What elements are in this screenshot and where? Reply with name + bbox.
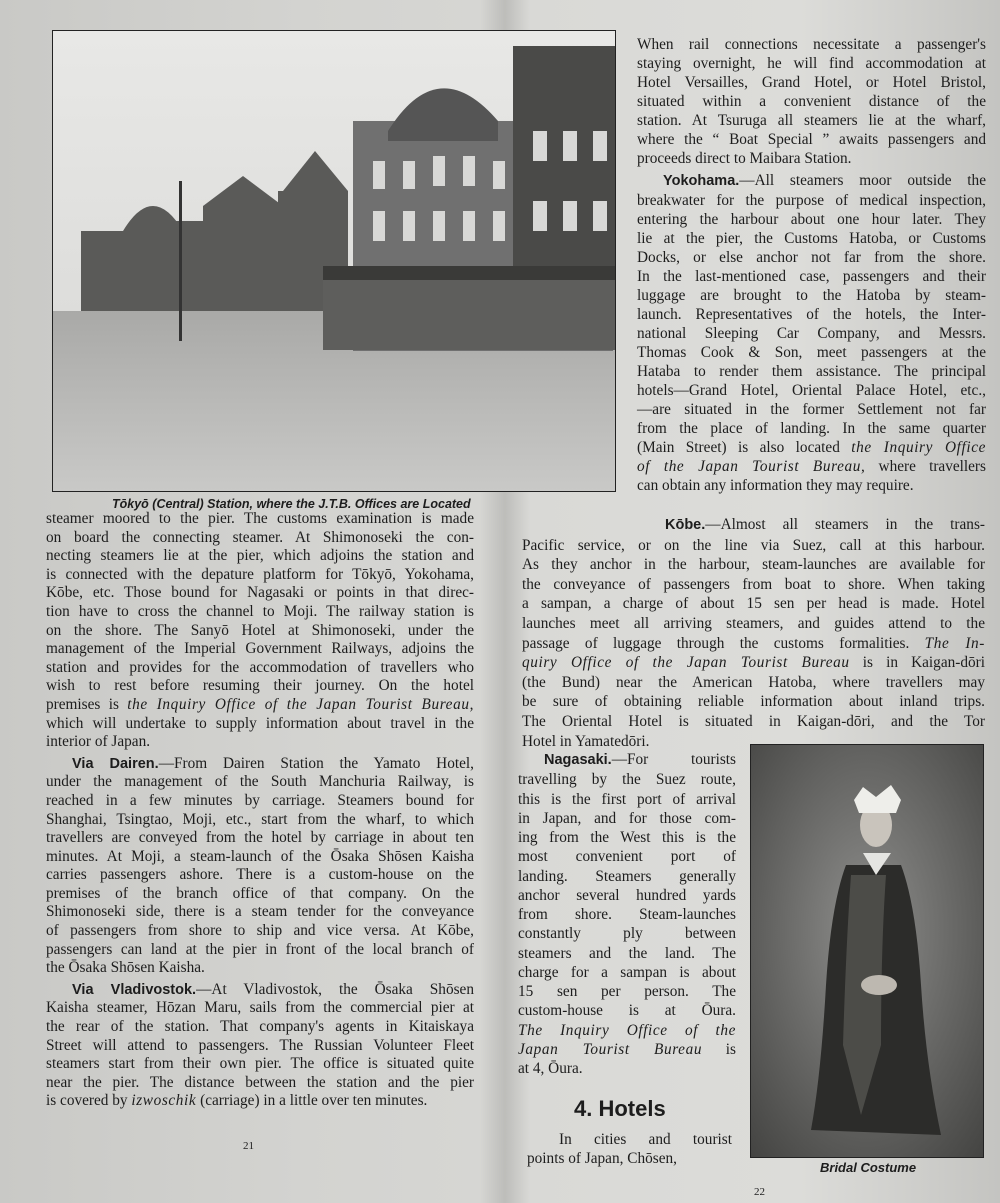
text-line: from shore. Steam-launches: [518, 906, 736, 923]
text-line: Shanghai, Tsingtao, Moji, etc., start from the wharf, to which: [46, 810, 474, 828]
italic-text: The Inquiry Office of the: [518, 1021, 736, 1039]
text-segment: (Main Street) is also located: [637, 439, 852, 456]
text-line: Hotel in Yamatedōri.: [522, 732, 650, 750]
text-line: [46, 696, 474, 715]
text-line: [518, 1021, 736, 1040]
run-in-heading: Via Dairen.: [72, 755, 159, 772]
text-line: Docks, or else anchor not far from the shore.: [637, 249, 986, 266]
text-line: the conveyance of passengers from boat to shore. When taking: [522, 575, 985, 593]
text-line: premises of the branch office of that company. On the: [46, 884, 474, 902]
text-line: management of the Imperial Government Railways, adjoins the: [46, 640, 474, 658]
text-line: charge for a sampan is about: [518, 963, 736, 981]
italic-text: of the Japan Tourist Bureau,: [637, 458, 866, 475]
text-line: ing from the West this is the: [518, 829, 736, 846]
text-line: situated within a convenient distance of the: [637, 93, 986, 110]
italic-text: quiry Office of the Japan Tourist Bureau: [522, 654, 850, 672]
paragraph: [637, 35, 986, 168]
italic-text: The In-: [924, 634, 985, 652]
text-line: national Sleeping Car Company, and Messrs.: [637, 325, 986, 342]
text-segment: is in Kaigan-dōri: [849, 654, 985, 672]
text-line: In cities and tourist: [559, 1131, 732, 1148]
text-line: Street will attend to passengers. The Russian Volunteer Fleet: [46, 1036, 474, 1054]
bridal-costume-image: [751, 745, 983, 1157]
text-line: at 4, Ōura.: [518, 1060, 583, 1077]
text-segment: is: [702, 1040, 736, 1058]
text-line: on the shore. The Sanyō Hotel at Shimonoseki, under the: [46, 621, 474, 639]
text-line: from the place of landing. In the same quarter: [637, 420, 986, 437]
text-line: most convenient port of: [518, 848, 736, 866]
text-segment: —All steamers moor outside the: [739, 172, 986, 189]
text-line: [522, 634, 985, 654]
text-line: 15 sen per person. The: [518, 983, 736, 1000]
text-line: in Japan, and for those com-: [518, 809, 736, 827]
text-segment: is covered by: [46, 1092, 132, 1110]
text-line: Shimonoseki side, there is a steam tender for the conveyance: [46, 903, 474, 921]
text-line: Hotel Versailles, Grand Hotel, or Hotel Bristol,: [637, 74, 986, 91]
paragraph: [46, 981, 474, 1111]
italic-text: the Inquiry Office of the Japan Tourist Bureau,: [127, 695, 474, 713]
tokyo-station-photo: [52, 30, 616, 492]
run-in-heading: Nagasaki.: [544, 752, 612, 768]
text-line: which will undertake to supply information about travel in the: [46, 714, 474, 732]
bridal-costume-photo: [750, 744, 984, 1158]
paragraph: [637, 171, 986, 495]
italic-text: izwoschik: [131, 1092, 197, 1110]
text-line: necting steamers lie at the pier, which adjoins the station and: [46, 547, 474, 565]
kobe-text: [522, 515, 985, 751]
text-line: of passengers from shore to ship and vice versa. At Kōbe,: [46, 922, 474, 940]
text-line: [522, 653, 985, 673]
run-in-heading: Yokohama.: [663, 173, 740, 189]
text-line: [46, 981, 474, 1000]
text-line: anchor several hundred yards: [518, 886, 736, 904]
text-line: As they anchor in the harbour, steam-launches are available for: [522, 556, 985, 574]
text-line: Hataba to render them assistance. The principal: [637, 363, 986, 380]
text-line: landing. Steamers generally: [518, 867, 736, 885]
text-line: The Oriental Hotel is situated in Kaigan-dōri, and the Tor: [522, 712, 985, 730]
text-line: steamers and the land. The: [518, 944, 736, 962]
text-line: interior of Japan.: [46, 733, 151, 751]
text-line: near the pier. The distance between the station and the pier: [46, 1073, 474, 1091]
text-line: passengers can land at the pier in front of the local branch of: [46, 940, 474, 958]
paragraph: [522, 515, 985, 751]
text-line: under the management of the South Manchuria Railway, is: [46, 773, 474, 791]
text-segment: —Almost all steamers in the trans-: [705, 516, 985, 533]
text-line: breakwater for the purpose of medical inspection,: [637, 192, 986, 209]
text-line: Kaisha steamer, Hōzan Maru, sails from the commercial pier at: [46, 999, 474, 1017]
text-line: launches meet all arriving steamers, and guides attend to the: [522, 614, 985, 632]
text-line: lie at the pier, the Customs Hatoba, or Customs: [637, 230, 986, 247]
text-line: [637, 171, 986, 191]
text-segment: —At Vladivostok, the Ōsaka Shōsen: [196, 980, 474, 998]
text-line: can obtain any information they may require.: [637, 477, 914, 494]
text-line: staying overnight, he will find accommodation at: [637, 55, 986, 72]
text-line: [637, 438, 986, 457]
text-line: [522, 515, 985, 536]
italic-text: Japan Tourist Bureau: [518, 1040, 703, 1058]
run-in-heading: Kōbe.: [665, 517, 706, 533]
text-line: points of Japan, Chōsen,: [527, 1150, 677, 1167]
text-segment: where travellers: [865, 458, 986, 475]
text-segment: (carriage) in a little over ten minutes.: [196, 1092, 428, 1110]
text-line: When rail connections necessitate a passenger's: [637, 36, 986, 53]
text-line: hotels—Grand Hotel, Oriental Palace Hotel, etc.,: [637, 382, 986, 399]
text-line: (the Bund) near the American Hatoba, where travellers may: [522, 673, 985, 691]
text-line: entering the harbour about one hour later. They: [637, 211, 986, 228]
paragraph: [46, 510, 474, 752]
tokyo-station-caption: Tōkyō (Central) Station, where the J.T.B. Offices are Located: [112, 497, 471, 511]
text-line: minutes. At Moji, a steam-launch of the Ōsaka Shōsen Kaisha: [46, 847, 474, 865]
bridal-costume-caption: Bridal Costume: [820, 1160, 917, 1175]
text-line: the Ōsaka Shōsen Kaisha.: [46, 959, 205, 977]
text-segment: premises is: [46, 695, 128, 713]
text-line: [46, 755, 474, 774]
text-segment: passage of luggage through the customs formalities.: [522, 634, 925, 652]
section-heading-hotels: 4. Hotels: [574, 1096, 666, 1121]
text-line: Pacific service, or on the line via Suez, call at this harbour.: [522, 536, 985, 554]
text-line: —are situated in the former Settlement not far: [637, 401, 986, 418]
text-line: tion have to cross the channel to Moji. The railway station is: [46, 602, 474, 620]
tokyo-station-image: [53, 31, 615, 491]
text-line: Thomas Cook & Son, meet passengers at the: [637, 344, 986, 361]
text-line: reached in a few minutes by carriage. Steamers bound for: [46, 791, 474, 809]
page-number-left: 21: [243, 1140, 254, 1152]
text-line: the rear of the station. That company's agents in Kitaiskaya: [46, 1018, 474, 1036]
text-line: where the “ Boat Special ” awaits passengers and: [637, 131, 986, 148]
text-line: proceeds direct to Maibara Station.: [637, 150, 852, 167]
italic-text: the Inquiry Office: [851, 439, 986, 456]
text-line: steamers start from their own pier. The office is situated quite: [46, 1055, 474, 1073]
text-line: steamer moored to the pier. The customs examination is made: [46, 510, 474, 527]
text-line: station. At Tsuruga all steamers lie at the wharf,: [637, 112, 986, 129]
text-line: [637, 457, 986, 476]
text-line: a sampan, a charge of about 15 sen per head is made. Hotel: [522, 595, 985, 613]
text-line: carries passengers ashore. There is a custom-house on the: [46, 866, 474, 884]
nagasaki-text: [518, 750, 736, 1078]
text-line: constantly ply between: [518, 925, 736, 943]
text-line: wish to rest before resuming their journey. On the hotel: [46, 677, 474, 695]
text-line: luggage are brought to the Hatoba by steam-: [637, 287, 986, 304]
paragraph: [46, 755, 474, 978]
right-page-top-text: [637, 35, 986, 495]
text-line: [518, 750, 736, 770]
text-segment: —From Dairen Station the Yamato Hotel,: [158, 754, 474, 772]
text-line: this is the first port of arrival: [518, 790, 736, 808]
paragraph: [518, 750, 736, 1078]
text-line: be sure of obtaining reliable information about inland trips.: [522, 693, 985, 711]
text-line: [518, 1040, 736, 1059]
text-line: travellers are conveyed from the hotel by carriage in about ten: [46, 829, 474, 847]
paragraph: [527, 1130, 732, 1168]
text-line: launch. Representatives of the hotels, the Inter-: [637, 306, 986, 323]
text-line: travelling by the Suez route,: [518, 771, 736, 789]
left-page-text: [46, 510, 474, 1111]
text-line: [46, 1092, 474, 1111]
text-line: is connected with the depature platform for Tōkyō, Yokohama,: [46, 565, 474, 583]
text-segment: —For tourists: [611, 751, 736, 768]
text-line: In the last-mentioned case, passengers and their: [637, 268, 986, 285]
text-line: Kōbe, etc. Those bound for Nagasaki or points in that direc-: [46, 584, 474, 602]
text-line: on board the connecting steamer. At Shimonoseki the con-: [46, 528, 474, 546]
hotels-text: [527, 1130, 732, 1168]
page-number-right: 22: [754, 1186, 765, 1198]
text-line: station and provides for the accommodation of travellers who: [46, 658, 474, 676]
text-line: custom-house is at Ōura.: [518, 1002, 736, 1020]
run-in-heading: Via Vladivostok.: [72, 981, 197, 998]
